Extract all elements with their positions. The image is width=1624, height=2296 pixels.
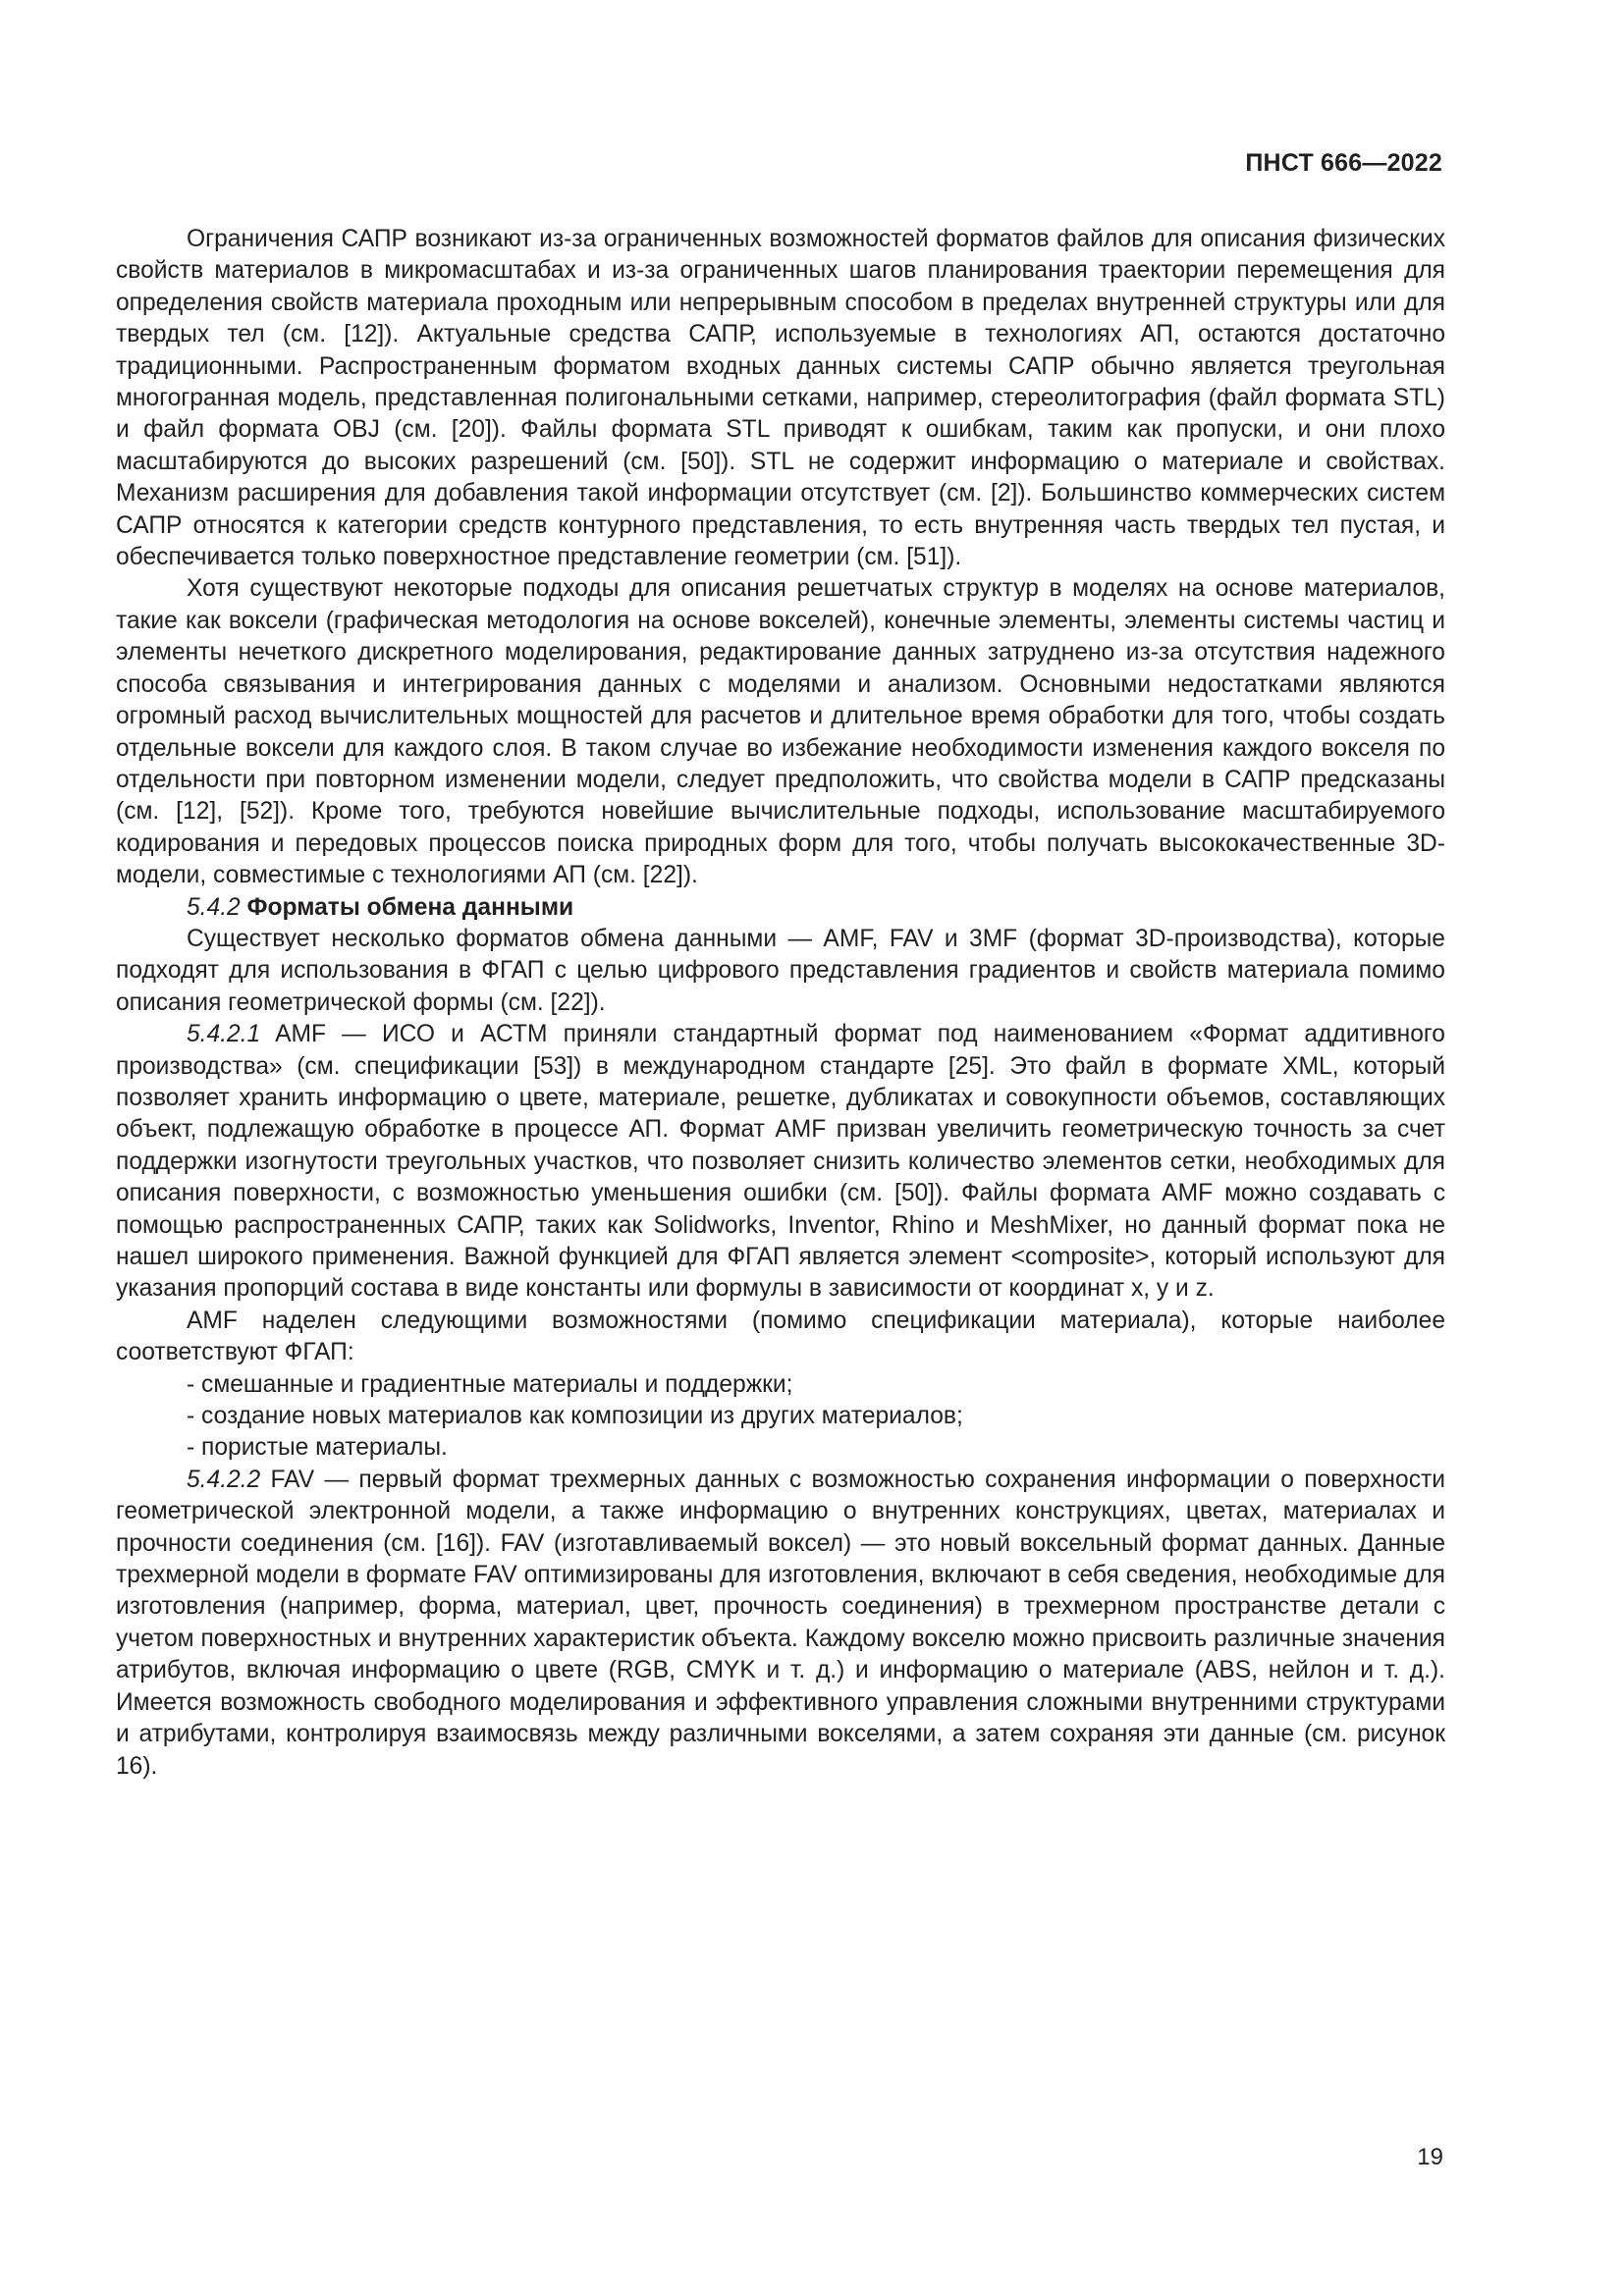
list-item: - пористые материалы. <box>187 1434 448 1462</box>
section-number: 5.4.2.2 <box>187 1466 261 1493</box>
page-number: 19 <box>1417 2144 1443 2170</box>
section-number: 5.4.2.1 <box>187 1021 261 1048</box>
document-body <box>116 224 1445 1783</box>
list-item: - создание новых материалов как композиции из других материалов; <box>187 1403 963 1430</box>
document-code-header: ПНСТ 666—2022 <box>1245 149 1442 177</box>
section-number: 5.4.2 <box>187 893 241 921</box>
list-item: - смешанные и градиентные материалы и поддержки; <box>187 1370 793 1398</box>
paragraph-lattice-structures: Хотя существуют некоторые подходы для описания решетчатых структур в моделях на основе материалов, такие как воксели (графическая методология на основе вокселей), конечные элементы, элементы системы частиц и элементы нечеткого дискретного моделирования, редактирование данных затруднено из-за отсутствия надежного способа связывания и интегрирования данных с моделями и анализом. Основными недостатками являются огромный расход вычислительных мощностей для расчетов и длительное время обработки для того, чтобы создать отдельные воксели для каждого слоя. В таком случае во избежание необходимости изменения каждого вокселя по отдельности при повторном изменении модели, следует предположить, что свойства модели в САПР предсказаны (см. [12], [52]). Кроме того, требуются новейшие вычислительные подходы, использование масштабируемого кодирования и передовых процессов поиска природных форм для того, чтобы получать высококачественные 3D-модели, совместимые с технологиями АП (см. [22]). <box>116 575 1445 889</box>
paragraph-fav-text: FAV — первый формат трехмерных данных с возможностью сохранения информации о поверхности геометрической электронной модели, а также информацию о внутренних конструкциях, цветах, материалах и прочности соединения (см. [16]). FAV (изготавливаемый воксел) — это новый воксельный формат данных. Данные трехмерной модели в формате FAV оптимизированы для изготовления, включают в себя сведения, необходимые для изготовления (например, форма, материал, цвет, прочность соединения) в трехмерном пространстве детали с учетом поверхностных и внутренних характеристик объекта. Каждому вокселю можно присвоить различные значения атрибутов, включая информацию о цвете (RGB, CMYK и т. д.) и информацию о материале (ABS, нейлон и т. д.). Имеется возможность свободного моделирования и эффективного управления сложными внутренними структурами и атрибутами, контролируя взаимосвязь между различными вокселями, а затем сохраняя эти данные (см. рисунок 16). <box>116 1466 1445 1780</box>
paragraph-amf-text: AMF — ИСО и АСТМ приняли стандартный формат под наименованием «Формат аддитивного производства» (см. спецификации [53]) в международном стандарте [25]. Это файл в формате XML, который позволяет хранить информацию о цвете, материале, решетке, дубликатах и совокупности объемов, составляющих объект, подлежащую обработке в процессе АП. Формат AMF призван увеличить геометрическую точность за счет поддержки изогнутости треугольных участков, что позволяет снизить количество элементов сетки, необходимых для описания поверхности, с возможностью уменьшения ошибки (см. [50]). Файлы формата AMF можно создавать с помощью распространенных САПР, таких как Solidworks, Inventor, Rhino и MeshMixer, но данный формат пока не нашел широкого применения. Важной функцией для ФГАП является элемент <composite>, который используют для указания пропорций состава в виде константы или формулы в зависимости от координат x, y и z. <box>116 1021 1445 1303</box>
paragraph-exchange-formats: Существует несколько форматов обмена данными — AMF, FAV и 3MF (формат 3D-производства), которые подходят для использования в ФГАП с целью цифрового представления градиентов и свойств материала помимо описания геометрической формы (см. [22]). <box>116 925 1445 1016</box>
paragraph-fav <box>116 1465 1445 1783</box>
paragraph-cad-limitations: Ограничения САПР возникают из-за ограниченных возможностей форматов файлов для описания физических свойств материалов в микромасштабах и из-за ограниченных шагов планирования траектории перемещения для определения свойств материала проходным или непрерывным способом в пределах внутренней структуры или для твердых тел (см. [12]). Актуальные средства САПР, используемые в технологиях АП, остаются достаточно традиционными. Распространенным форматом входных данных системы САПР обычно является треугольная многогранная модель, представленная полигональными сетками, например, стереолитография (файл формата STL) и файл формата OBJ (см. [20]). Файлы формата STL приводят к ошибкам, таким как пропуски, и они плохо масштабируются до высоких разрешений (см. [50]). STL не содержит информацию о материале и свойствах. Механизм расширения для добавления такой информации отсутствует (см. [2]). Большинство коммерческих систем САПР относятся к категории средств контурного представления, то есть внутренняя часть твердых тел пустая, и обеспечивается только поверхностное представление геометрии (см. [51]). <box>116 226 1445 571</box>
section-heading-5-4-2 <box>116 892 1445 924</box>
paragraph-amf <box>116 1019 1445 1306</box>
section-title: Форматы обмена данными <box>246 893 574 921</box>
paragraph-amf-capabilities: AMF наделен следующими возможностями (помимо спецификации материала), которые наиболее соответствуют ФГАП: <box>116 1307 1445 1366</box>
